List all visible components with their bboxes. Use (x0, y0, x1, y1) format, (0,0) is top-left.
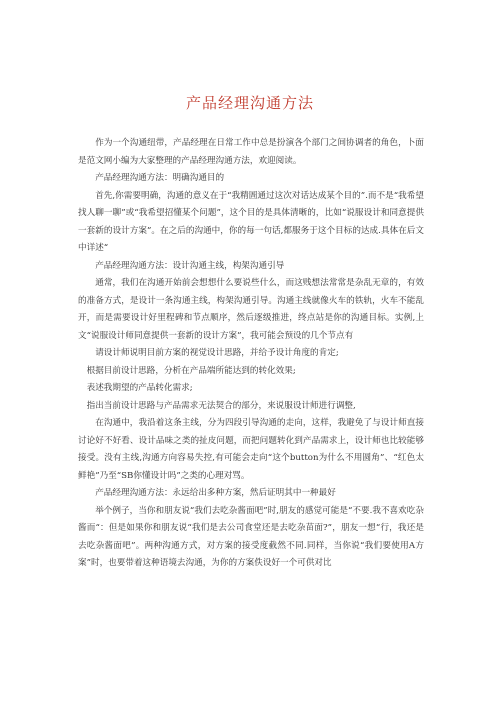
paragraph-3: 在沟通中，我沿着这条主线，分为四段引导沟通的走向，这样，我避免了与设计师直接讨论好不好看、设计品味之类的扯皮问题，而把问题转化到产品需求上，设计师也比较能够接受。没有主线,沟通方向容易失控,有可能会走向“这个button为什么不用圆角”、“红色太鲜艳”乃至“SB你懂设计吗”之类的心理对骂。 (78, 418, 424, 481)
paragraph-2: 通常，我们在沟通开始前会想想什么要说些什么，而这贱想法常常是杂乱无章的，有效的准备方式，是设计一条沟通主线，构架沟通引导。沟通主线就像火车的铁轨，火车不能乱开，而是需要设计好里程碑和节点顺序，然后逐级推进，终点站是你的沟通目标。实例,上文“说服设计师同意提供一套新的设计方案”，我可能会预设的几个节点有 (78, 278, 424, 341)
document-body (78, 135, 424, 573)
section-heading-3: 产品经理沟通方法：永远给出多种方案，然后证明其中一种最好 (95, 488, 336, 498)
paragraph-intro: 作为一个沟通纽带，产品经理在日常工作中总是扮演各个部门之间协调者的角色，卜面是范文网小编为大家整理的产品经理沟通方法，欢迎阅读。 (78, 138, 424, 166)
section-heading-1: 产品经理沟通方法：明确沟通目的 (95, 173, 225, 183)
list-item-3: 表述我期望的产品转化需求; (86, 383, 193, 393)
document-title: 产品经理沟通方法 (185, 94, 314, 112)
paragraph-4: 举个例子，当你和朋友说“我们去吃杂酱面吧”时,朋友的感觉可能是“不要.我不喜欢吃杂酱而“：但是如果你和朋友说“我们是去公司食堂还是去吃杂苗面?”，朋友一想“行，我还是去吃杂酱面吧”。两种沟通方式，对方案的接受度截然不同.同样，当你说“我们要使用A方案”时，也要带着这种语境去沟通，为你的方案佚设好一个可供对比 (78, 505, 424, 568)
paragraph-1: 首先,你需要明确，沟通的意义在于“我精圄通过这次对话达成某个目的”.而不是“我希望找人聊一聊”或“我希望招懂某个问题”，这个目的是具体清晰的，比如“说服设计和同意提供一套新的设计方案”。在之后的沟通中，你的每一句话,都服务于这个目标的达成.具体在后文中详述“ (78, 190, 424, 253)
list-item-1: 请设计师说明目前方案的视觉设计思路，并给予设计角度的肯定; (95, 348, 339, 358)
list-item-4: 指出当前设计思路与产品需求无法契合的部分，来说服设计师进行调整, (86, 400, 356, 411)
section-heading-2: 产品经理沟通方法：设计沟通主线，构架沟通引导 (95, 260, 285, 271)
list-item-2: 根据目前设计思路，分析在产品端所能达到的转化效果; (86, 365, 296, 376)
